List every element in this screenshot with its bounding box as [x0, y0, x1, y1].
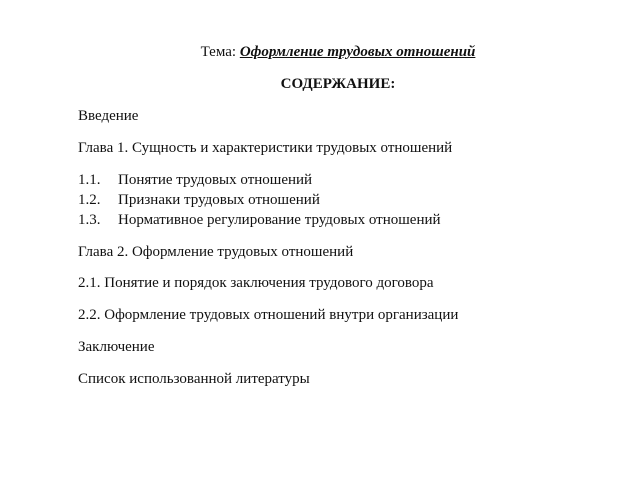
- toc-item-1-2: [78, 190, 320, 210]
- toc-conclusion: Заключение: [78, 339, 155, 355]
- toc-item-text: Понятие трудовых отношений: [118, 172, 313, 188]
- toc-intro: Введение: [78, 108, 139, 124]
- contents-heading: СОДЕРЖАНИЕ:: [280, 76, 396, 92]
- toc-item-text: Признаки трудовых отношений: [118, 192, 320, 208]
- toc-section-2-1: 2.1. Понятие и порядок заключения трудового договора: [78, 275, 434, 291]
- toc-bibliography: Список использованной литературы: [78, 371, 310, 387]
- toc-item-number: 1.1.: [78, 172, 101, 188]
- toc-chapter-2: Глава 2. Оформление трудовых отношений: [78, 244, 354, 260]
- topic-line: [0, 42, 628, 62]
- toc-section-2-2: 2.2. Оформление трудовых отношений внутри организации: [78, 307, 459, 323]
- toc-item-1-1: [78, 170, 312, 190]
- toc-chapter-1: Глава 1. Сущность и характеристики трудовых отношений: [78, 140, 453, 156]
- toc-item-1-3: [78, 210, 441, 230]
- toc-item-number: 1.3.: [78, 212, 101, 228]
- toc-item-text: Нормативное регулирование трудовых отношений: [118, 212, 441, 228]
- topic-title: Оформление трудовых отношений: [239, 44, 476, 60]
- toc-item-number: 1.2.: [78, 192, 101, 208]
- topic-label: Тема:: [200, 44, 240, 60]
